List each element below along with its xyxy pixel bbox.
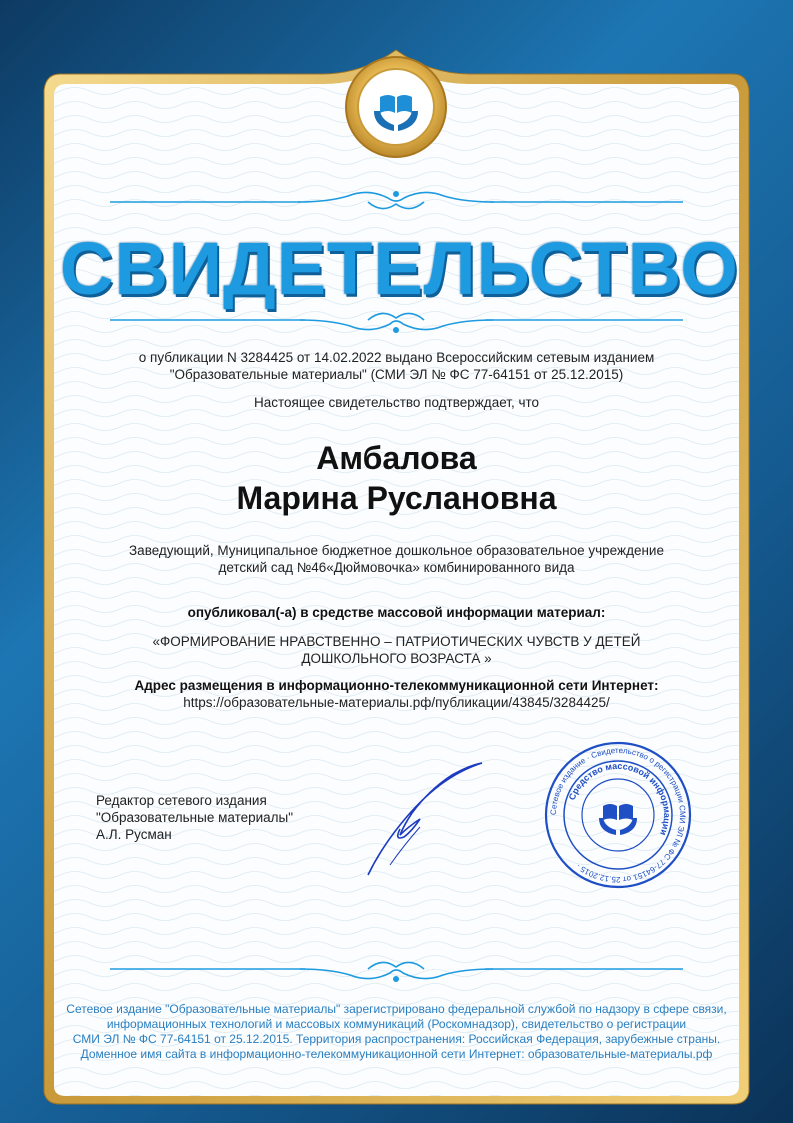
editor-block: [96, 792, 293, 843]
published-label: опубликовал(-а) в средстве массовой информации материал:: [187, 605, 606, 620]
material-title: [90, 633, 703, 667]
confirm-text: Настоящее свидетельство подтверждает, что: [253, 395, 540, 410]
stamp-inner-text: Средство массовой информации: [566, 760, 673, 837]
middle-ornament: [300, 308, 493, 338]
recipient-position-line-1: Заведующий, Муниципальное бюджетное дошкольное образовательное учреждение: [129, 543, 664, 558]
footer-line-4: Доменное имя сайта в информационно-телекоммуникационной сети Интернет: образовательные-материалы.рф: [80, 1047, 713, 1061]
recipient-surname: Амбалова: [316, 440, 477, 476]
editor-line-2: "Образовательные материалы": [96, 810, 294, 825]
certificate-title: СВИДЕТЕЛЬСТВО: [60, 227, 739, 310]
svg-text:Средство массовой информации: [567, 761, 672, 837]
stamp-outer-text: Сетевое издание · Свидетельство о регистрации СМИ ЭЛ № ФС 77-64151 от 25.12.2015 ·: [548, 745, 688, 885]
footer-line-1: Сетевое издание "Образовательные материалы" зарегистрировано федеральной службой по надзору в сфере связи,: [66, 1002, 727, 1016]
footer-line-3: СМИ ЭЛ № ФС 77-64151 от 25.12.2015. Территория распространения: Российская Федерация, зарубежные страны.: [72, 1032, 721, 1046]
publisher-logo-medal: [344, 55, 448, 159]
editor-name: А.Л. Русман: [96, 827, 172, 842]
publication-info-line-2: "Образовательные материалы" (СМИ ЭЛ № ФС 77-64151 от 25.12.2015): [169, 367, 624, 382]
recipient-position: [60, 542, 733, 576]
footer-legal-info: [56, 1002, 737, 1062]
address-url: https://образовательные-материалы.рф/публикации/43845/3284425/: [183, 695, 610, 710]
address-label: Адрес размещения в информационно-телекоммуникационной сети Интернет:: [134, 678, 659, 693]
editor-line-1: Редактор сетевого издания: [96, 793, 267, 808]
recipient-name: [60, 438, 733, 518]
official-stamp: [543, 740, 693, 890]
editor-signature: [360, 755, 490, 880]
top-ornament: [298, 186, 494, 216]
bottom-ornament: [300, 957, 493, 987]
publication-info-line-1: о публикации N 3284425 от 14.02.2022 выдано Всероссийским сетевым изданием: [138, 350, 655, 365]
publication-info: [60, 349, 733, 383]
recipient-position-line-2: детский сад №46«Дюймовочка» комбинированного вида: [218, 560, 575, 575]
material-title-line-2: ДОШКОЛЬНОГО ВОЗРАСТА »: [301, 651, 492, 666]
material-title-line-1: «ФОРМИРОВАНИЕ НРАВСТВЕННО – ПАТРИОТИЧЕСКИХ ЧУВСТВ У ДЕТЕЙ: [152, 634, 641, 649]
footer-line-2: информационных технологий и массовых коммуникаций (Роскомнадзор), свидетельство о регистрации: [106, 1017, 687, 1031]
recipient-given-names: Марина Руслановна: [236, 480, 557, 516]
